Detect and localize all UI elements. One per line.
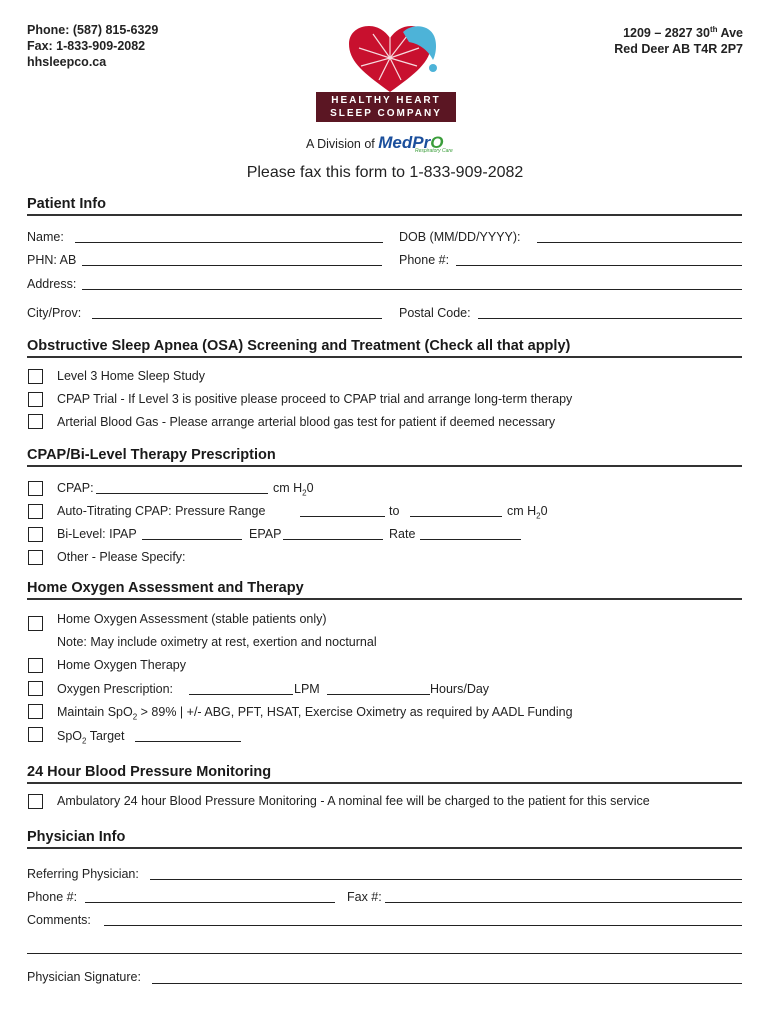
other-label: Other - Please Specify:: [57, 550, 186, 564]
ipap-field[interactable]: [142, 539, 242, 540]
referring-label: Referring Physician:: [27, 867, 139, 881]
checkbox-spo2-target[interactable]: [28, 727, 43, 742]
unit-zero: 0: [306, 481, 314, 495]
auto-max-field[interactable]: [410, 516, 502, 517]
comments-field-line2[interactable]: [27, 953, 742, 954]
logo-line2: SLEEP COMPANY: [330, 108, 442, 119]
checkbox-oxygen-assessment[interactable]: [28, 616, 43, 631]
rate-label: Rate: [389, 527, 416, 541]
spo2-target-label: [57, 729, 124, 746]
checkbox-other[interactable]: [28, 550, 43, 565]
comments-label: Comments:: [27, 913, 91, 927]
target-pre: SpO: [57, 729, 83, 743]
medpro-b: O: [430, 133, 444, 152]
unit-cmh: cm H: [273, 481, 303, 495]
fax-instruction: Please fax this form to 1-833-909-2082: [246, 164, 524, 181]
auto-to-label: to: [389, 504, 400, 518]
hours-field[interactable]: [327, 694, 430, 695]
patient-phone-label: Phone #:: [399, 253, 450, 267]
checkbox-bilevel[interactable]: [28, 527, 43, 542]
bilevel-label: Bi-Level: IPAP: [57, 527, 137, 541]
checkbox-bp-monitoring[interactable]: [28, 794, 43, 809]
unit-sub: 2: [302, 488, 307, 498]
name-label: Name:: [27, 230, 64, 244]
address-line1-end: Ave: [717, 26, 743, 41]
maintain-spo2-label: [57, 705, 573, 722]
target-post: Target: [86, 729, 125, 743]
phn-label: PHN: AB: [27, 253, 77, 267]
header-phone: Phone: (587) 815-6329: [27, 23, 159, 37]
section-osa: Obstructive Sleep Apnea (OSA) Screening and Treatment (Check all that apply): [27, 338, 742, 358]
physician-phone-label: Phone #:: [27, 890, 78, 904]
section-oxygen: Home Oxygen Assessment and Therapy: [27, 580, 742, 600]
hours-label: Hours/Day: [430, 682, 490, 696]
address-line1: 1209 – 2827 30: [623, 26, 710, 41]
city-field[interactable]: [92, 318, 382, 319]
referring-field[interactable]: [150, 879, 742, 880]
physician-fax-field[interactable]: [385, 902, 742, 903]
osa-item-abg: Arterial Blood Gas - Please arrange arterial blood gas test for patient if deemed necessary: [57, 415, 556, 429]
address-line2: Red Deer AB T4R 2P7: [614, 42, 743, 57]
comments-field[interactable]: [104, 925, 742, 926]
auto-unit: [507, 504, 548, 521]
unit-cmh: cm H: [507, 504, 537, 518]
unit-sub: 2: [536, 511, 541, 521]
lpm-label: LPM: [294, 682, 320, 696]
section-cpap: CPAP/Bi-Level Therapy Prescription: [27, 447, 742, 467]
physician-phone-field[interactable]: [85, 902, 335, 903]
name-field[interactable]: [75, 242, 383, 243]
logo-line1: HEALTHY HEART: [331, 95, 441, 106]
maintain-pre: Maintain SpO: [57, 705, 133, 719]
checkbox-oxygen-therapy[interactable]: [28, 658, 43, 673]
maintain-post: > 89% | +/- ABG, PFT, HSAT, Exercise Oximetry as required by AADL Funding: [137, 705, 573, 719]
checkbox-auto-cpap[interactable]: [28, 504, 43, 519]
oxygen-therapy-label: Home Oxygen Therapy: [57, 658, 186, 672]
lpm-field[interactable]: [189, 694, 293, 695]
phn-field[interactable]: [82, 265, 382, 266]
oxygen-prescription-label: Oxygen Prescription:: [57, 682, 174, 696]
company-logo-text: [316, 92, 456, 122]
division-prefix: A Division of: [306, 137, 375, 151]
cpap-label: CPAP:: [57, 481, 94, 495]
postal-label: Postal Code:: [399, 306, 471, 320]
physician-fax-label: Fax #:: [347, 890, 382, 904]
target-sub: 2: [82, 736, 87, 746]
checkbox-level3[interactable]: [28, 369, 43, 384]
osa-item-level3: Level 3 Home Sleep Study: [57, 369, 206, 383]
osa-item-cpap-trial: CPAP Trial - If Level 3 is positive please proceed to CPAP trial and arrange long-term therapy: [57, 392, 573, 406]
section-patient-info: Patient Info: [27, 196, 742, 216]
header-website: hhsleepco.ca: [27, 55, 107, 69]
header-fax: Fax: 1-833-909-2082: [27, 39, 146, 53]
address-label: Address:: [27, 277, 77, 291]
city-label: City/Prov:: [27, 306, 82, 320]
section-bp: 24 Hour Blood Pressure Monitoring: [27, 764, 742, 784]
auto-min-field[interactable]: [300, 516, 385, 517]
checkbox-maintain-spo2[interactable]: [28, 704, 43, 719]
rate-field[interactable]: [420, 539, 521, 540]
address-sup: th: [709, 25, 718, 34]
patient-phone-field[interactable]: [456, 265, 742, 266]
spo2-target-field[interactable]: [135, 741, 241, 742]
checkbox-oxygen-prescription[interactable]: [28, 681, 43, 696]
signature-field[interactable]: [152, 983, 742, 984]
contact-block: [27, 22, 158, 70]
oxygen-assessment-label: Home Oxygen Assessment (stable patients only): [57, 612, 327, 626]
section-physician: Physician Info: [27, 829, 742, 849]
dob-label: DOB (MM/DD/YYYY):: [399, 230, 521, 244]
cpap-pressure-field[interactable]: [96, 493, 268, 494]
signature-label: Physician Signature:: [27, 970, 141, 984]
oxygen-note: Note: May include oximetry at rest, exertion and nocturnal: [57, 635, 377, 649]
address-block: [614, 22, 743, 57]
medpro-a: MedPr: [378, 133, 431, 152]
postal-field[interactable]: [478, 318, 742, 319]
cpap-unit: [273, 481, 314, 498]
bp-monitoring-label: Ambulatory 24 hour Blood Pressure Monitoring - A nominal fee will be charged to the patient for this service: [57, 794, 650, 808]
epap-field[interactable]: [283, 539, 383, 540]
checkbox-cpap-trial[interactable]: [28, 392, 43, 407]
auto-cpap-label: Auto-Titrating CPAP: Pressure Range: [57, 504, 266, 518]
checkbox-abg[interactable]: [28, 414, 43, 429]
heart-logo-icon: [345, 22, 445, 94]
dob-field[interactable]: [537, 242, 742, 243]
epap-label: EPAP: [249, 527, 282, 541]
address-field[interactable]: [82, 289, 742, 290]
unit-zero: 0: [540, 504, 548, 518]
medpro-tagline: Respiratory Care: [415, 148, 453, 154]
checkbox-cpap[interactable]: [28, 481, 43, 496]
maintain-sub: 2: [132, 712, 138, 722]
